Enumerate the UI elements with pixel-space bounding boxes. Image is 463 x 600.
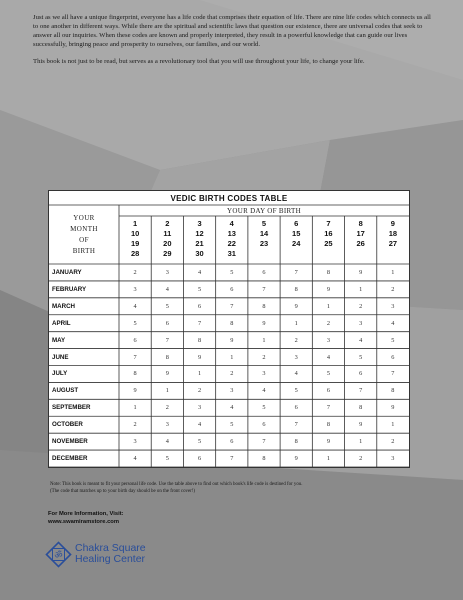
life-code-cell: 4	[197, 421, 202, 429]
day-number: 19	[130, 239, 140, 248]
logo-text	[75, 543, 146, 565]
life-code-cell: 2	[262, 353, 266, 361]
life-code-cell: 3	[230, 387, 234, 395]
life-code-cell: 6	[262, 268, 266, 276]
life-code-cell: 1	[197, 370, 202, 378]
life-code-cell: 4	[230, 404, 234, 412]
day-number: 16	[324, 229, 333, 238]
life-code-cell: 4	[262, 387, 266, 395]
life-code-cell: 5	[359, 353, 363, 361]
life-code-cell: 3	[133, 438, 137, 446]
life-code-cell: 4	[326, 353, 331, 361]
day-number: 4	[229, 219, 234, 228]
note-line-2: (The code that matches up to your birth day should be on the front cover!)	[50, 489, 196, 494]
life-code-cell: 4	[165, 438, 169, 446]
life-code-cell: 8	[262, 302, 266, 310]
life-code-cell: 1	[359, 285, 363, 293]
day-number: 14	[259, 229, 269, 238]
table-title: VEDIC BIRTH CODES TABLE	[170, 193, 288, 203]
day-number: 23	[259, 239, 269, 248]
day-column-header	[119, 216, 151, 264]
life-code-cell: 8	[391, 387, 395, 395]
vedic-birth-codes-table	[48, 190, 410, 468]
life-code-cell: 9	[326, 438, 331, 446]
logo-line-1: Chakra Square	[75, 542, 146, 554]
day-number: 6	[294, 219, 299, 228]
life-code-cell: 9	[262, 319, 266, 327]
note-line-1: Note: This book is meant to fit your personal life code. Use the table above to find out which book's life code is destined for you.	[50, 482, 303, 487]
life-code-cell: 2	[359, 302, 363, 310]
day-column-header	[345, 216, 377, 264]
month-label: DECEMBER	[52, 455, 88, 463]
month-label: JULY	[52, 370, 68, 378]
info-block	[48, 510, 124, 526]
life-code-cell: 9	[359, 421, 363, 429]
life-code-cell: 9	[230, 336, 234, 344]
life-code-cell: 5	[262, 404, 266, 412]
your-month-word: OF	[79, 235, 89, 244]
life-code-cell: 9	[326, 285, 331, 293]
life-code-cell: 6	[230, 285, 234, 293]
day-column-header	[151, 216, 183, 264]
life-code-cell: 3	[326, 336, 331, 344]
day-number: 31	[227, 249, 236, 258]
life-code-cell: 5	[165, 302, 169, 310]
life-code-cell: 2	[326, 319, 331, 327]
day-number: 20	[163, 239, 172, 248]
month-label: JUNE	[52, 353, 69, 361]
life-code-cell: 8	[230, 319, 234, 327]
website-link[interactable]: www.swamiramstore.com	[48, 519, 119, 525]
life-code-cell: 7	[262, 285, 266, 293]
life-code-cell: 2	[391, 285, 395, 293]
life-code-cell: 7	[197, 319, 202, 327]
life-code-cell: 2	[359, 455, 363, 463]
life-code-cell: 5	[230, 268, 234, 276]
life-code-cell: 4	[133, 302, 137, 310]
day-column-header	[216, 216, 248, 264]
day-column-header	[183, 216, 215, 264]
life-code-cell: 5	[197, 285, 202, 293]
day-number: 28	[130, 249, 140, 258]
day-number: 27	[388, 239, 398, 248]
life-code-cell: 8	[165, 353, 169, 361]
life-code-cell: 7	[326, 404, 331, 412]
day-number: 8	[358, 219, 363, 228]
life-code-cell: 3	[165, 268, 169, 276]
day-column-header	[377, 216, 409, 264]
your-month-of-birth-header	[49, 205, 119, 264]
month-label: SEPTEMBER	[52, 404, 91, 412]
life-code-cell: 4	[391, 319, 395, 327]
intro-paragraph-2: This book is not just to be read, but serves as a revolutionary tool that you will use throughout your life, to change your life.	[33, 58, 365, 66]
life-code-cell: 1	[359, 438, 363, 446]
life-code-cell: 1	[230, 353, 234, 361]
life-code-cell: 2	[391, 438, 395, 446]
life-code-cell: 7	[230, 302, 234, 310]
life-code-cell: 1	[326, 302, 331, 310]
life-code-cell: 4	[197, 268, 202, 276]
day-number: 24	[292, 239, 301, 248]
day-number: 29	[163, 249, 172, 258]
life-code-cell: 2	[165, 404, 169, 412]
life-code-cell: 3	[197, 404, 202, 412]
life-code-cell: 4	[359, 336, 363, 344]
life-code-cell: 8	[326, 421, 331, 429]
day-number: 17	[356, 229, 365, 238]
life-code-cell: 1	[133, 404, 137, 412]
life-code-cell: 3	[294, 353, 298, 361]
life-code-cell: 1	[326, 455, 331, 463]
life-code-cell: 4	[165, 285, 169, 293]
your-month-word: MONTH	[70, 224, 98, 233]
life-code-cell: 6	[359, 370, 363, 378]
day-number: 7	[326, 219, 331, 228]
life-code-cell: 7	[133, 353, 137, 361]
life-code-cell: 7	[165, 336, 169, 344]
life-code-cell: 6	[294, 404, 298, 412]
day-number: 3	[197, 219, 202, 228]
day-number: 2	[165, 219, 170, 228]
life-code-cell: 5	[294, 387, 298, 395]
life-code-cell: 6	[165, 319, 169, 327]
month-label: OCTOBER	[52, 421, 83, 429]
day-of-birth-header: YOUR DAY OF BIRTH	[227, 206, 301, 215]
your-month-word: YOUR	[73, 213, 95, 222]
day-number: 12	[195, 229, 204, 238]
life-code-cell: 1	[391, 421, 395, 429]
life-code-cell: 2	[294, 336, 298, 344]
life-code-cell: 3	[391, 455, 395, 463]
day-number: 5	[261, 219, 267, 228]
month-label: APRIL	[52, 319, 71, 327]
month-label: MARCH	[52, 302, 76, 310]
month-label: NOVEMBER	[52, 438, 88, 446]
life-code-cell: 1	[165, 387, 169, 395]
life-code-cell: 5	[165, 455, 169, 463]
life-code-cell: 5	[133, 319, 137, 327]
life-code-cell: 1	[391, 268, 395, 276]
life-code-cell: 4	[133, 455, 137, 463]
life-code-cell: 7	[391, 370, 395, 378]
month-label: FEBRUARY	[52, 285, 87, 293]
day-number: 18	[388, 229, 398, 238]
life-code-cell: 6	[391, 353, 395, 361]
day-number: 11	[163, 229, 172, 238]
life-code-cell: 3	[165, 421, 169, 429]
life-code-cell: 1	[294, 319, 298, 327]
life-code-cell: 8	[359, 404, 363, 412]
day-number: 21	[195, 239, 204, 248]
life-code-cell: 9	[294, 302, 298, 310]
life-code-cell: 7	[230, 455, 234, 463]
life-code-cell: 5	[197, 438, 202, 446]
life-code-cell: 3	[133, 285, 137, 293]
life-code-cell: 3	[391, 302, 395, 310]
day-column-header	[280, 216, 312, 264]
life-code-cell: 6	[262, 421, 266, 429]
life-code-cell: 7	[294, 268, 298, 276]
life-code-cell: 9	[165, 370, 169, 378]
life-code-cell: 7	[359, 387, 363, 395]
life-code-cell: 8	[294, 285, 298, 293]
month-label: MAY	[52, 336, 66, 344]
life-code-cell: 3	[359, 319, 363, 327]
life-code-cell: 9	[391, 404, 395, 412]
life-code-cell: 8	[197, 336, 202, 344]
svg-text:ॐ: ॐ	[54, 551, 63, 561]
life-code-cell: 4	[294, 370, 298, 378]
day-number: 13	[227, 229, 236, 238]
life-code-cell: 9	[197, 353, 202, 361]
chakra-square-logo	[45, 540, 165, 576]
day-column-header	[248, 216, 280, 264]
day-number: 26	[356, 239, 365, 248]
life-code-cell: 6	[197, 455, 202, 463]
logo-line-2: Healing Center	[75, 553, 146, 565]
day-number: 30	[195, 249, 204, 258]
day-column-header	[312, 216, 344, 264]
day-number: 25	[324, 239, 333, 248]
life-code-cell: 8	[133, 370, 137, 378]
life-code-cell: 6	[133, 336, 137, 344]
month-label: JANUARY	[52, 268, 82, 276]
day-number: 9	[390, 219, 395, 228]
note-text	[50, 481, 420, 495]
intro-paragraph-1: Just as we all have a unique fingerprint, everyone has a life code that comprises their equation of life. There are nine life codes which connects us all to one another in different ways. While there are the spiritual and scientific laws that question our existence, there are universal codes that seek to answer all our inquiries. When these codes are known and properly interpreted, they result in a powerful knowledge that can guide our lives successfully, bringing peace and prosperity to ourselves, our families, and our world.	[33, 14, 431, 49]
life-code-cell: 5	[391, 336, 395, 344]
month-label: AUGUST	[52, 387, 79, 395]
life-code-cell: 2	[230, 370, 234, 378]
life-code-cell: 5	[230, 421, 234, 429]
life-code-cell: 7	[262, 438, 266, 446]
life-code-cell: 2	[133, 268, 137, 276]
life-code-cell: 9	[359, 268, 363, 276]
life-code-cell: 2	[197, 387, 202, 395]
om-icon	[45, 540, 73, 570]
your-month-word: BIRTH	[72, 246, 96, 255]
life-code-cell: 5	[326, 370, 331, 378]
info-label: For More Information, Visit:	[48, 511, 124, 517]
day-number: 22	[227, 239, 236, 248]
life-code-cell: 9	[133, 387, 137, 395]
intro-text	[33, 13, 433, 74]
life-code-cell: 7	[294, 421, 298, 429]
life-code-cell: 8	[294, 438, 298, 446]
life-code-cell: 6	[197, 302, 202, 310]
day-number: 10	[130, 229, 140, 238]
day-number: 15	[292, 229, 301, 238]
life-code-cell: 3	[262, 370, 266, 378]
life-code-cell: 8	[326, 268, 331, 276]
life-code-cell: 9	[294, 455, 298, 463]
life-code-cell: 6	[326, 387, 331, 395]
life-code-cell: 2	[133, 421, 137, 429]
life-code-cell: 6	[230, 438, 234, 446]
life-code-cell: 8	[262, 455, 266, 463]
day-number: 1	[133, 219, 138, 228]
life-code-cell: 1	[262, 336, 266, 344]
